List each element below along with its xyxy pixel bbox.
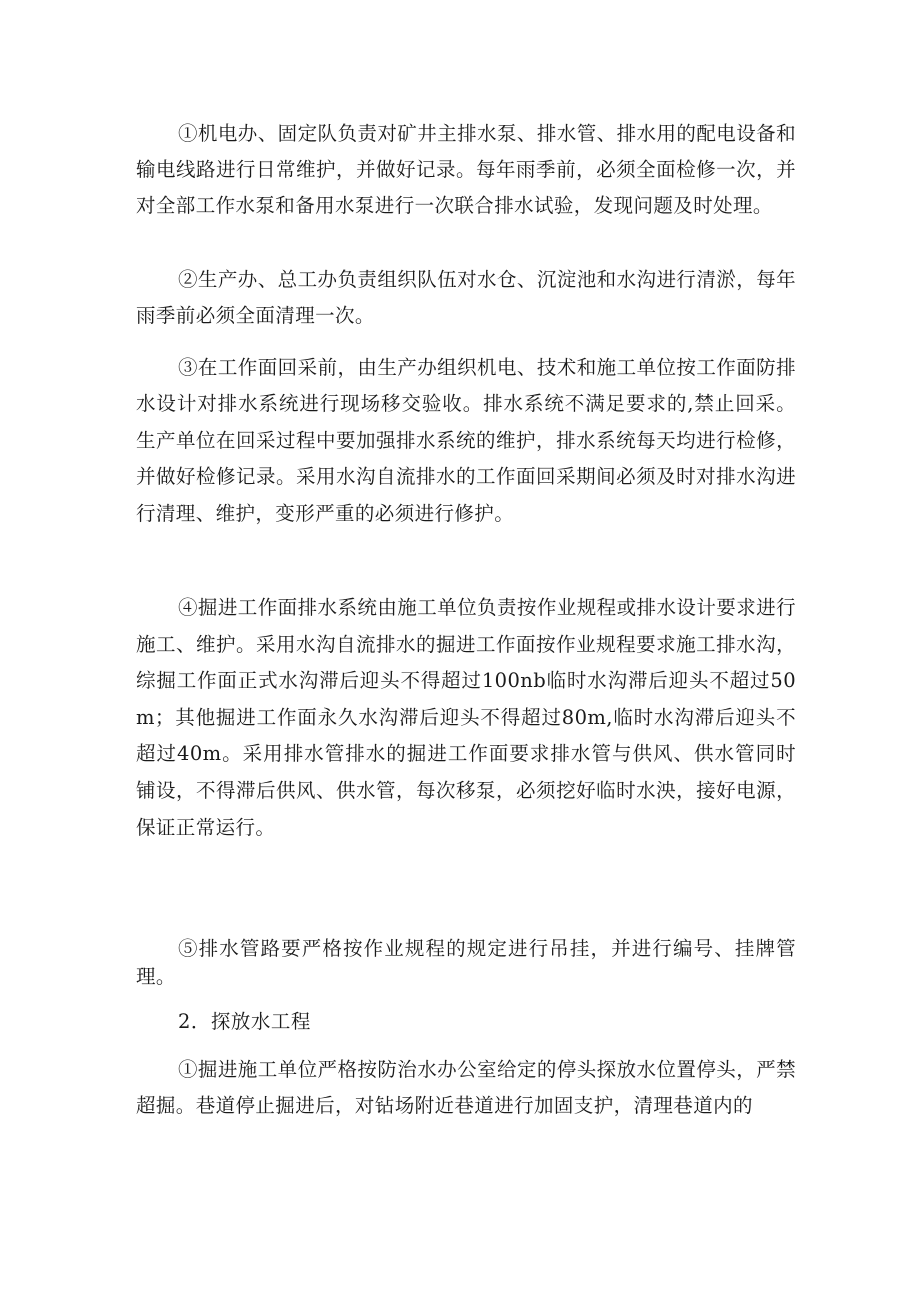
paragraph-pipeline-hanging: ⑤排水管路要严格按作业规程的规定进行吊挂，并进行编号、挂牌管理。 <box>136 937 796 988</box>
paragraph-drainage-maintenance: ①机电办、固定队负责对矿井主排水泵、排水管、排水用的配电设备和输电线路进行日常维护，并做好记录。每年雨季前，必须全面检修一次，并对全部工作水泵和备用水泵进行一次联合排水试验，发现问题及时处理。 <box>136 122 796 218</box>
paragraph-exploration-stop: ①掘进施工单位严格按防治水办公室给定的停头探放水位置停头，严禁超掘。巷道停止掘进后，对钻场附近巷道进行加固支护，清理巷道内的 <box>136 1058 796 1118</box>
paragraph-heading-face-drainage: ④掘进工作面排水系统由施工单位负责按作业规程或排水设计要求进行施工、维护。采用水沟自流排水的掘进工作面按作业规程要求施工排水沟，综掘工作面正式水沟滞后迎头不得超过100nb临时水沟滞后迎头不超过50m；其他掘进工作面永久水沟滞后迎头不得超过80m,临时水沟滞后迎头不超过40m。采用排水管排水的掘进工作面要求排水管与供风、供水管同时铺设，不得滞后供风、供水管，每次移泵，必须挖好临时水泱，接好电源，保证正常运行。 <box>136 596 796 839</box>
paragraph-sump-cleaning: ②生产办、总工办负责组织队伍对水仓、沉淀池和水沟进行清淤，每年雨季前必须全面清理一次。 <box>136 268 796 328</box>
section-heading: 2．探放水工程 <box>178 1010 311 1033</box>
paragraph-working-face-acceptance: ③在工作面回采前，由生产办组织机电、技术和施工单位按工作面防排水设计对排水系统进行现场移交验收。排水系统不满足要求的,禁止回采。生产单位在回采过程中要加强排水系统的维护，排水系统每天均进行检修，并做好检修记录。采用水沟自流排水的工作面回采期间必须及时对排水沟进行清理、维护，变形严重的必须进行修护。 <box>136 356 796 525</box>
